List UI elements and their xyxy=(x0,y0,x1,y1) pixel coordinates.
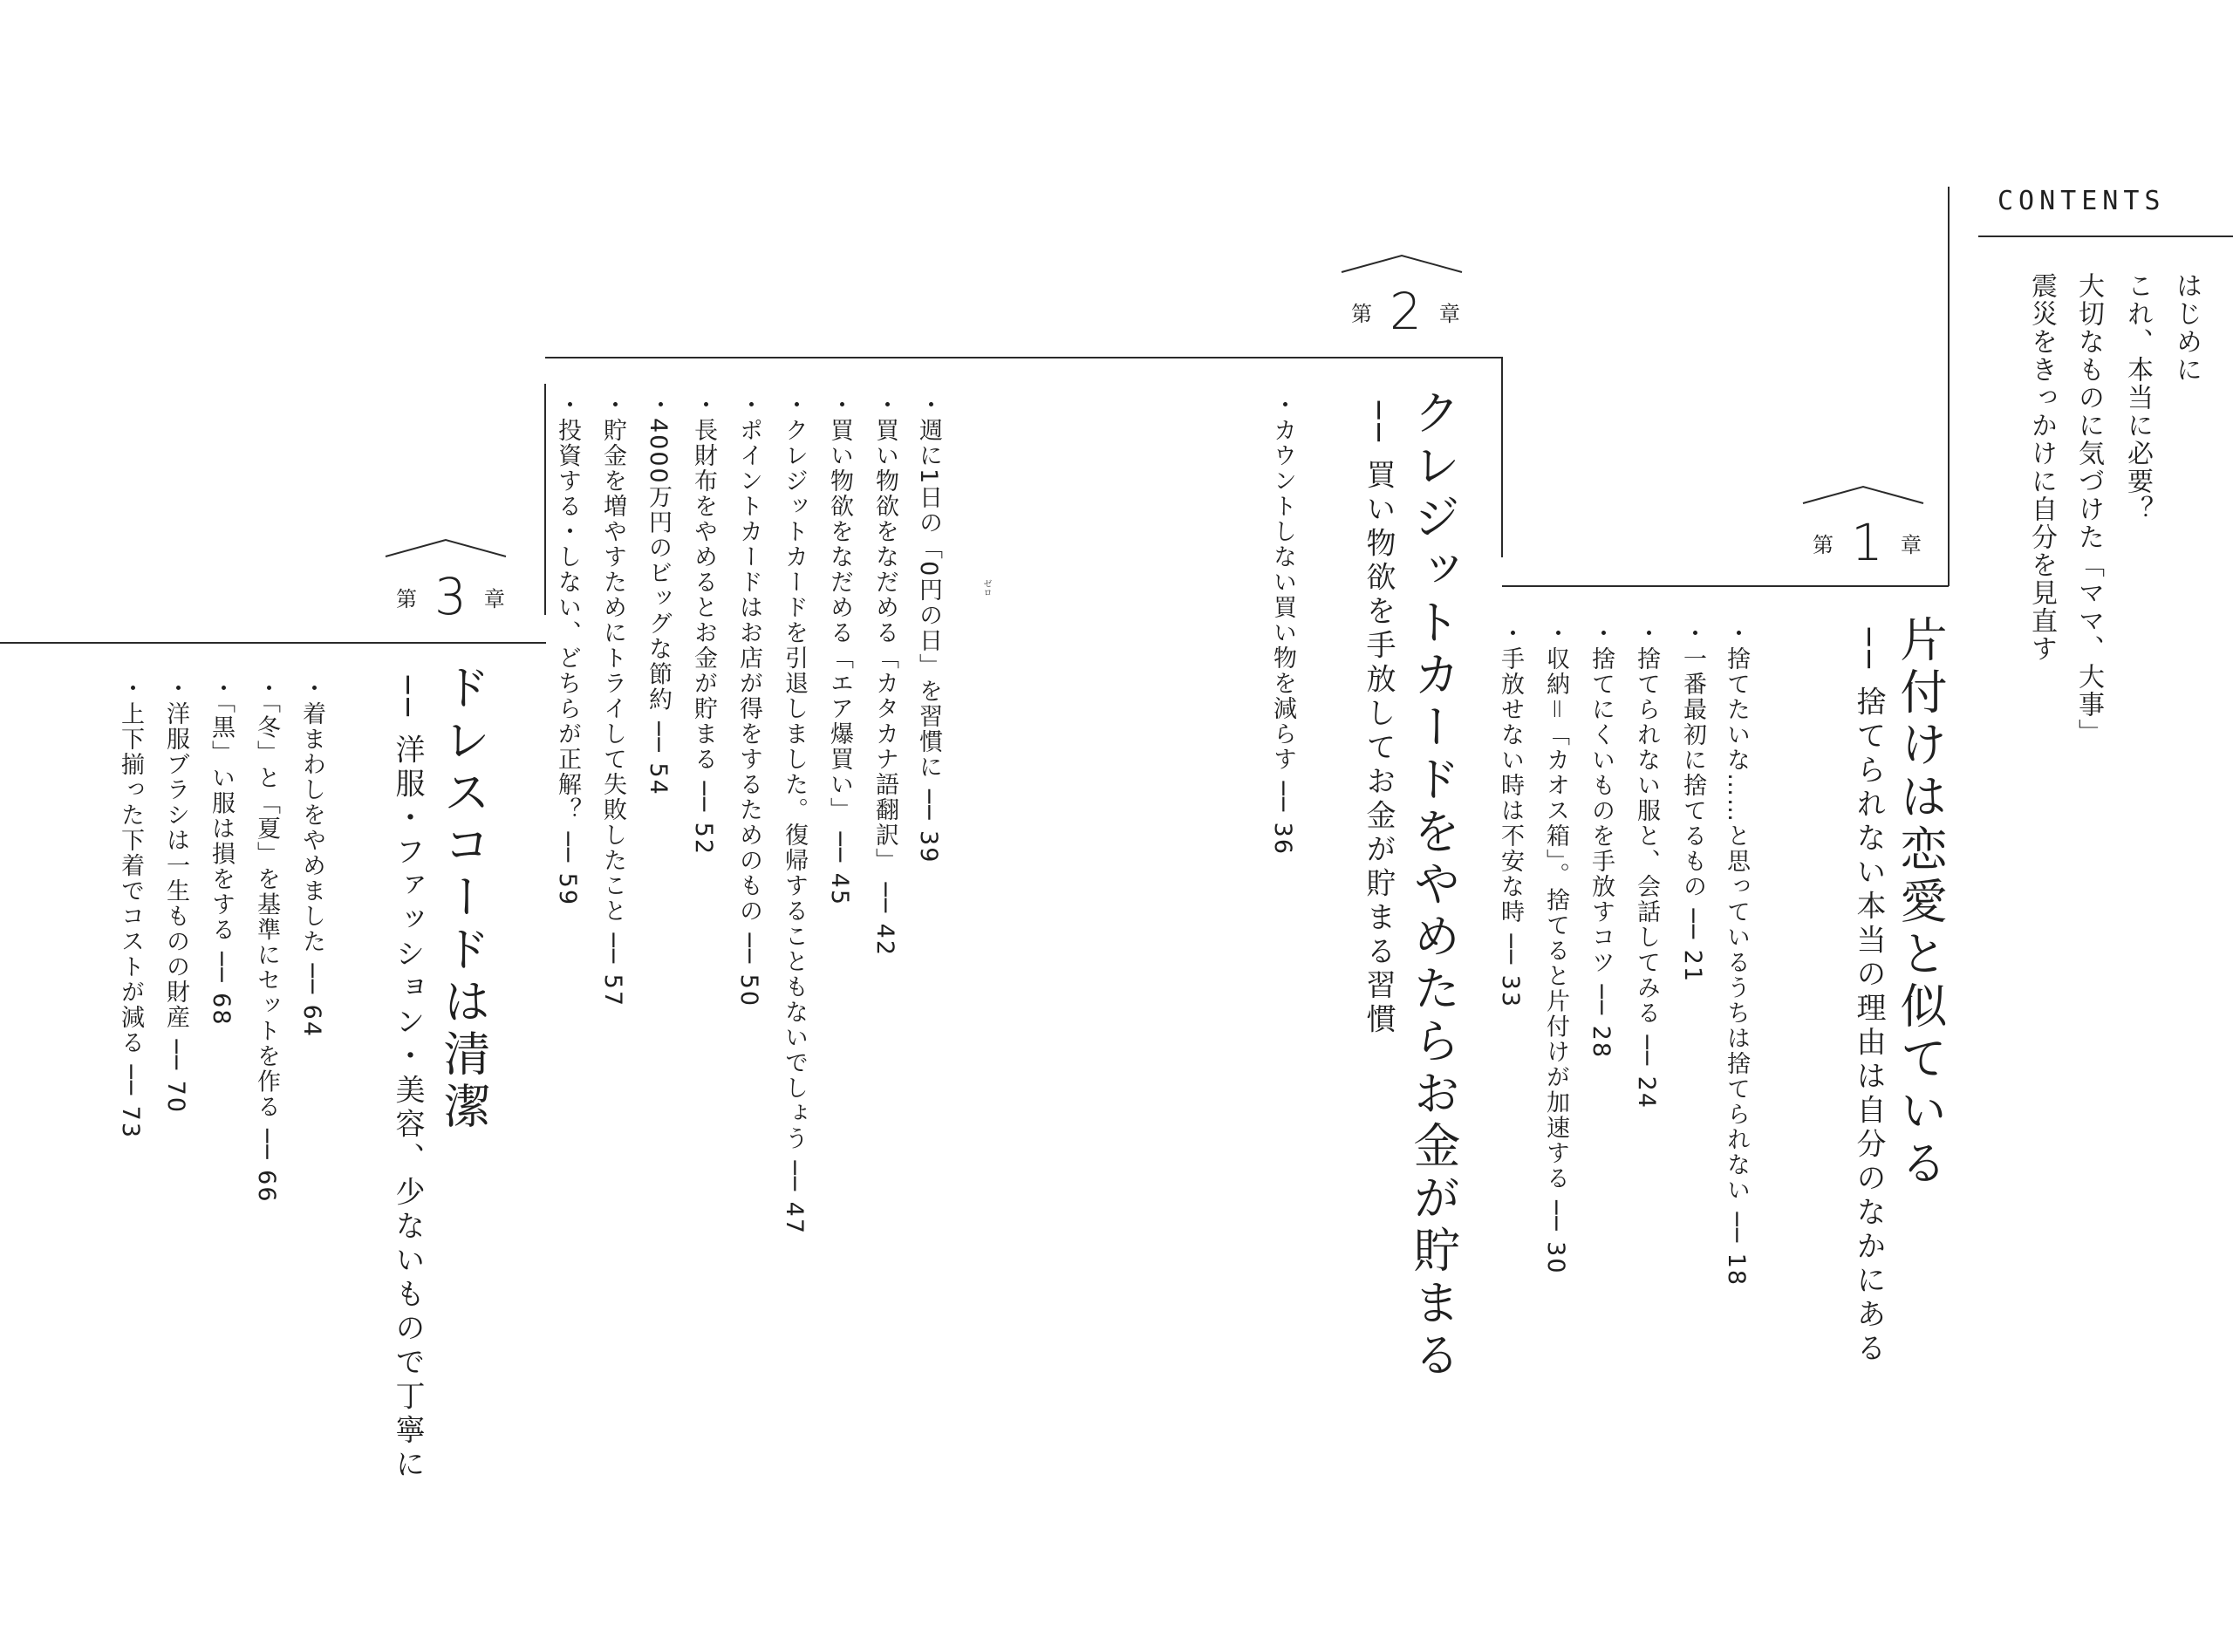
chapter-2-item[interactable]: ・投資する・しない、どちらが正解？ ── 59 xyxy=(554,393,581,907)
chapter-2-item[interactable]: ・買い物欲をなだめる「カタカナ語翻訳」 ── 42 xyxy=(871,393,898,958)
chapter-2-title[interactable]: クレジットカードをやめたらお金が貯まる xyxy=(1406,388,1461,1382)
chapter-1-item[interactable]: ・捨てられない服と、会話してみる ── 24 xyxy=(1633,621,1660,1110)
chapter-1-subtitle: ── 捨てられない本当の理由は自分のなかにある xyxy=(1851,628,1886,1367)
chapter-1-item[interactable]: ・収納＝「カオス箱」。捨てると片付けが加速する ── 30 xyxy=(1542,621,1569,1275)
chapter-3-prefix: 第 xyxy=(396,586,417,611)
contents-vertical-rule xyxy=(1948,187,1950,586)
chapter-2-item[interactable]: ・ポイントカードはお店が得をするためのもの ── 50 xyxy=(735,393,762,1008)
chapter-2-item[interactable]: ・クレジットカードを引退しました。復帰することもないでしょう ── 47 xyxy=(781,393,808,1236)
chapter-3-heading xyxy=(396,567,505,626)
chapter-1-item[interactable]: ・捨てたいな……と思っているうちは捨てられない ── 18 xyxy=(1723,621,1750,1287)
chapter-2-chevron xyxy=(1340,253,1464,274)
chapter-3-title[interactable]: ドレスコードは清潔 xyxy=(436,663,491,1134)
chapter-2-item[interactable]: ・4000万円のビッグな節約 ── 54 xyxy=(645,393,672,796)
chapter-2-suffix: 章 xyxy=(1438,301,1460,326)
contents-rule xyxy=(1978,236,2233,237)
chapter-1-suffix: 章 xyxy=(1900,532,1922,557)
chapter-2-item[interactable]: ・週に1日の「0円の日」を習慣に ── 39 xyxy=(915,393,942,864)
chapter-2-item[interactable]: ・カウントしない買い物を減らす ── 36 xyxy=(1269,393,1296,857)
chapter-2-item[interactable]: ・長財布をやめるとお金が貯まる ── 52 xyxy=(690,393,717,857)
chapter-1-heading xyxy=(1813,513,1922,572)
chapter-2-number: 2 xyxy=(1390,282,1422,341)
chapter-1-title[interactable]: 片付けは恋愛と似ている xyxy=(1893,615,1948,1191)
chapter-3-suffix: 章 xyxy=(483,586,505,611)
chapter-3-item[interactable]: ・着まわしをやめました ── 64 xyxy=(298,676,325,1039)
chapter-1-number: 1 xyxy=(1851,513,1883,572)
intro-item[interactable]: 震災をきっかけに自分を見直す xyxy=(2026,272,2057,663)
chapter-2-item[interactable]: ・買い物欲をなだめる「エア爆買い」 ── 45 xyxy=(826,393,853,907)
chapter-3-chevron xyxy=(384,537,508,558)
chapter-1-chevron xyxy=(1801,484,1925,505)
chapter-3-subtitle: ── 洋服・ファッション・美容、少ないもので丁寧に xyxy=(390,676,425,1483)
ruby-zero: ゼロ xyxy=(981,579,991,597)
chapter-3-item[interactable]: ・洋服ブラシは一生ものの財産 ── 70 xyxy=(162,676,189,1115)
chapter-1-item[interactable]: ・手放せない時は不安な時 ── 33 xyxy=(1497,621,1524,1009)
chapter-3-rule xyxy=(0,642,546,644)
chapter-3-item[interactable]: ・上下揃った下着でコストが減る ── 73 xyxy=(117,676,144,1140)
chapter-1-prefix: 第 xyxy=(1813,532,1834,557)
chapter-2-vertical-rule-right xyxy=(1501,357,1503,557)
chapter-2-vertical-rule-left xyxy=(544,384,546,615)
chapter-3-item[interactable]: ・「冬」と「夏」を基準にセットを作る ── 66 xyxy=(253,676,280,1204)
chapter-2-heading xyxy=(1351,282,1460,341)
chapter-2-item[interactable]: ・貯金を増やすためにトライして失敗したこと ── 57 xyxy=(599,393,626,1008)
chapter-1-item[interactable]: ・一番最初に捨てるもの ── 21 xyxy=(1679,621,1706,984)
contents-label: CONTENTS xyxy=(1997,186,2166,216)
intro-hajimeni[interactable]: はじめに xyxy=(2171,272,2202,384)
intro-item[interactable]: これ、本当に必要？ xyxy=(2122,272,2153,523)
chapter-1-rule xyxy=(1502,585,1949,587)
chapter-2-subtitle: ── 買い物欲を手放してお金が貯まる習慣 xyxy=(1361,401,1396,1038)
chapter-2-rule xyxy=(545,357,1503,358)
intro-item[interactable]: 大切なものに気づけた「ママ、大事」 xyxy=(2073,272,2104,747)
chapter-2-prefix: 第 xyxy=(1351,301,1372,326)
chapter-1-item[interactable]: ・捨てにくいものを手放すコツ ── 28 xyxy=(1588,621,1615,1060)
chapter-3-number: 3 xyxy=(434,567,467,626)
chapter-3-item[interactable]: ・「黒」い服は損をする ── 68 xyxy=(208,676,235,1027)
